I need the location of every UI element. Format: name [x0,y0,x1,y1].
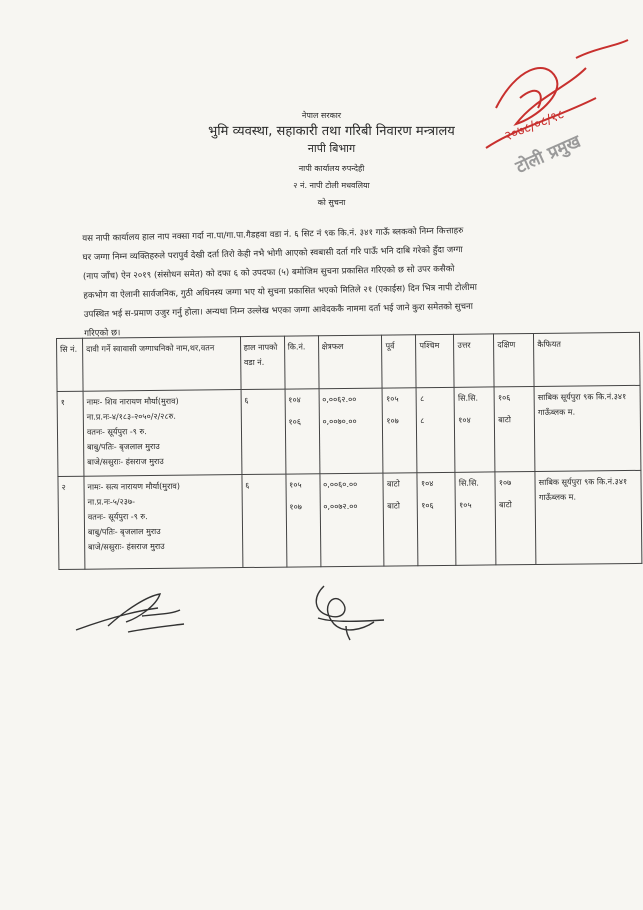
west-value: ८ [420,416,425,426]
west-value: १०६ [421,501,434,511]
south-value: बाटो [498,415,511,425]
area [319,473,384,567]
east-value: बाटो [387,501,401,511]
column-header: कि.नं. [284,336,319,389]
table-header-row [57,332,641,391]
stamp-title: टोली प्रमुख [512,131,584,178]
team-chief-stamp [476,28,636,188]
north-value: १०५ [459,500,472,510]
table-row [57,385,641,476]
column-header: कैफियत [534,332,640,386]
east-value: बाटो [386,479,400,489]
ward-number: ६ [242,474,287,567]
south-boundary [494,386,535,471]
column-header: पश्चिम [416,334,455,387]
ward-number: ६ [241,389,286,474]
body-line: यस नापी कार्यालय हाल नाप नक्सा गर्दा ना.पा/गा.पा.गैडहवा वडा नं. ६ सिट नं ९क कि.नं. ३४१ गाऊँ ब्लकको निम्न कित्ताहरु [82,226,464,244]
area-value: ०,००६०.०० [323,479,358,490]
west-value: १०४ [420,479,434,489]
west-value: ८ [419,394,425,404]
signature-right [300,578,390,644]
table-row [58,470,642,569]
father-name: बाबु/पतिः- बृजलाल मुराउ [87,526,161,537]
remarks: साबिक सूर्यपुरा ९क कि.नं.३४१ गाऊँब्लक म. [535,470,642,564]
citizenship-number: ना.प्र.नः-४/१८३-२०५०/२/२८रु. [86,411,176,422]
notice-body [82,219,604,344]
body-line: (नाप जाँच) ऐन २०१९ (संसोधन समेत) को दफा ६ को उपदफा (५) बमोजिम सुचना प्रकासित गरिएको छ सो उपर कसैको [82,264,455,282]
east-boundary [383,473,418,566]
citizenship-number: ना.प्र.नः-५/२३७- [87,497,136,507]
column-header: दक्षिण [494,333,534,386]
grandfather-name: बाजे/ससुराः- हंसराज मुराउ [88,541,165,552]
east-value: १०७ [386,416,399,426]
column-header: पूर्व [382,335,416,388]
body-line: गरिएको छ। [84,328,121,339]
column-header: दावी गर्ने स्वावासी जग्गाधनिको नाम,थर,वतन [82,337,240,392]
south-boundary [495,471,536,564]
stamp-date: २०७८/०८/१८ [502,107,567,145]
claimant-details [84,475,243,570]
body-line: हकभोग वा ऐलानी सार्वजनिक, गुठी अधिनस्य जग्गा भए यो सुचना प्रकासित भएको मितिले २१ (एकाईस) दिन भित्र नापी टोलीमा [83,282,478,301]
south-value: १०७ [498,478,512,488]
west-boundary [417,472,456,565]
claimant-name: नामः- सत्य नारायण मौर्या(मुराव) [87,481,181,492]
grandfather-name: बाजे/ससुराः- हंसराज मुराउ [87,456,164,467]
area-value: ०,००७२.०० [323,501,358,512]
serial-number: २ [58,476,85,569]
body-line: उपस्थित भई स-प्रमाण उजुर गर्नु होला। अन्यथा निम्न उल्लेख भएका जग्गा आवेदककै नाममा दर्ता भई जाने कुरा समेतको सुचना [83,301,474,320]
claimant-name: नामः- शिव नारायण मौर्या(मुराव) [86,396,179,407]
kitta-value: १०५ [289,480,302,490]
serial-number: १ [57,391,84,476]
south-value: १०६ [497,393,511,403]
land-claim-table [56,332,642,570]
west-boundary [416,387,455,472]
area-value: ०,००७०.०० [322,416,357,427]
notice-title: को सुचना [317,198,346,207]
address: वतनः- सूर्यपुरा -९ रु. [86,427,147,437]
north-boundary [454,387,495,472]
father-name: बाबु/पतिः- बृजलाल मुराउ [87,441,160,452]
government-label: नेपाल सरकार [301,111,342,120]
body-line: घर जग्गा निम्न व्यक्तिहरुले परापुर्व देखी दर्ता तिरो केही नभै भोगी आएको स्वबासी दर्ता गरि पाऊँ भनि दाबि गरेको हुँदा जग्गा [82,245,463,263]
kitta-value: १०६ [288,417,302,427]
claimant-details [83,390,242,477]
kitta-value: १०४ [288,395,301,405]
signature-left [68,588,188,638]
department-name: नापी बिभाग [307,142,356,155]
column-header: क्षेत्रफल [318,335,382,389]
south-value: बाटो [499,500,512,510]
ministry-name: भुमि व्यवस्था, सहाकारी तथा गरिबी निवारण मन्त्रालय [208,124,455,139]
east-value: १०५ [386,394,399,404]
north-value: सि.सि. [457,393,479,403]
column-header: हाल नापको वडा नं. [240,336,284,389]
area [319,388,384,474]
column-header: उत्तर [454,334,494,387]
team-name: २ नं. नापी टोली मधवलिया [293,181,370,190]
area-value: ०,००६२.०० [322,394,357,405]
east-boundary [382,388,417,473]
column-header: सि नं. [57,338,83,391]
north-value: १०४ [458,415,471,425]
kitta-number [286,474,321,567]
north-value: सि.सि. [458,478,479,488]
office-name: नापी कार्यालय रुपन्देही [298,164,365,173]
address: वतनः- सूर्यपुरा -९ रु. [87,512,148,522]
north-boundary [455,472,496,565]
kitta-value: १०७ [289,502,302,512]
kitta-number [285,389,320,474]
remarks: साबिक सूर्यपुरा ९क कि.नं.३४१ गाऊँब्लक म. [534,385,641,471]
